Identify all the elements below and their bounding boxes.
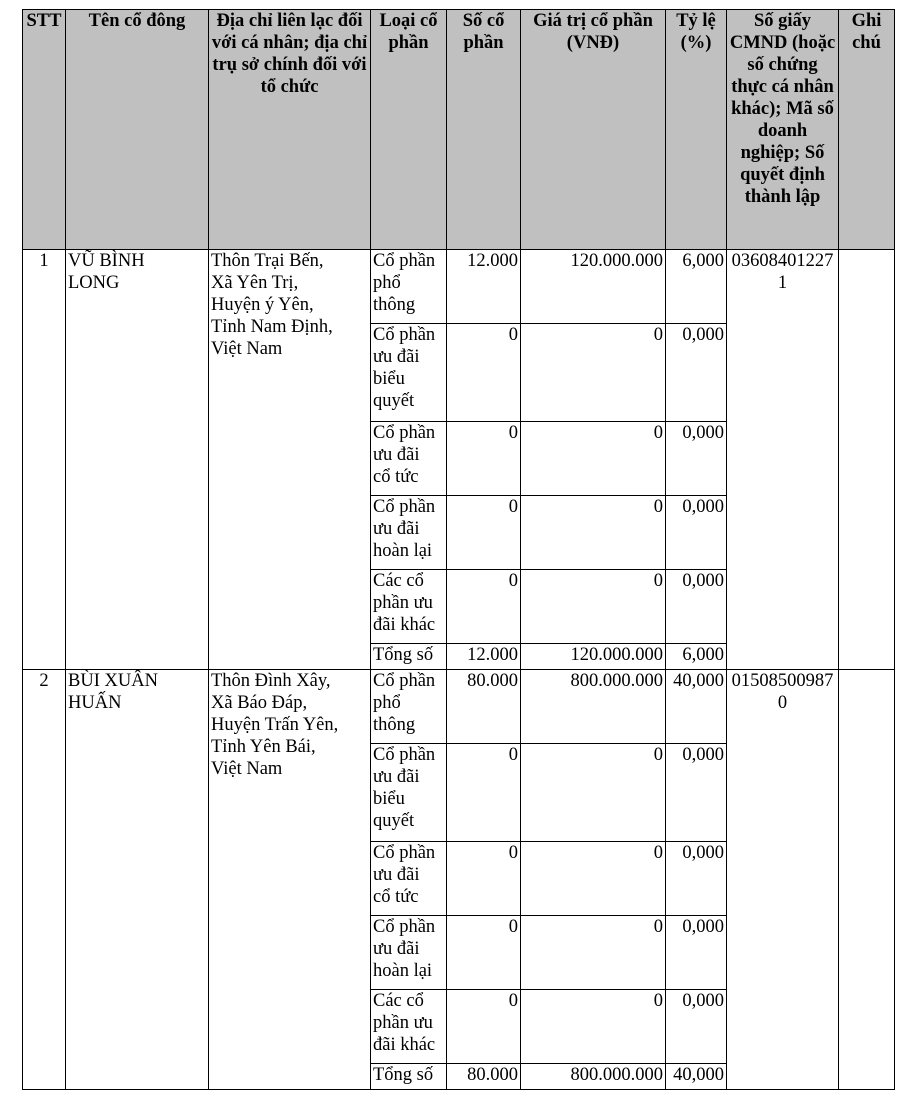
share-value-cell: 120.000.000 bbox=[521, 250, 666, 324]
ratio-cell: 0,000 bbox=[666, 324, 727, 422]
share-count-cell: 0 bbox=[447, 570, 521, 644]
share-type-cell: Cổ phần phổ thông bbox=[371, 670, 447, 744]
shareholder-name: BÙI XUÂN HUẤN bbox=[66, 670, 209, 1090]
header-row bbox=[23, 10, 895, 250]
shareholder-name: VŨ BÌNH LONG bbox=[66, 250, 209, 670]
ratio-cell: 0,000 bbox=[666, 570, 727, 644]
id-number-cell: 036084012271 bbox=[727, 250, 839, 670]
share-type-cell: Các cổ phần ưu đãi khác bbox=[371, 990, 447, 1064]
share-count-cell: 0 bbox=[447, 842, 521, 916]
table-body bbox=[23, 250, 895, 1090]
share-type-cell: Cổ phần ưu đãi biểu quyết bbox=[371, 744, 447, 842]
share-count-cell: 80.000 bbox=[447, 670, 521, 744]
share-type-cell: Cổ phần phổ thông bbox=[371, 250, 447, 324]
share-count-cell: 0 bbox=[447, 916, 521, 990]
ratio-cell: 0,000 bbox=[666, 990, 727, 1064]
share-value-cell: 0 bbox=[521, 496, 666, 570]
share-count-cell: 80.000 bbox=[447, 1064, 521, 1090]
share-type-cell: Tổng số bbox=[371, 1064, 447, 1090]
share-value-cell: 0 bbox=[521, 990, 666, 1064]
id-number-cell: 015085009870 bbox=[727, 670, 839, 1090]
ratio-cell: 40,000 bbox=[666, 1064, 727, 1090]
header-address: Địa chỉ liên lạc đối với cá nhân; địa chỉ trụ sở chính đối với tổ chức bbox=[209, 10, 371, 250]
share-value-cell: 120.000.000 bbox=[521, 644, 666, 670]
document-page bbox=[22, 9, 895, 1090]
note-cell bbox=[839, 250, 895, 670]
ratio-cell: 6,000 bbox=[666, 250, 727, 324]
share-type-cell: Cổ phần ưu đãi hoàn lại bbox=[371, 916, 447, 990]
header-share-type: Loại cổ phần bbox=[371, 10, 447, 250]
table-row bbox=[23, 250, 895, 324]
header-share-count: Số cổ phần bbox=[447, 10, 521, 250]
shareholder-address: Thôn Đình Xây, Xã Báo Đáp, Huyện Trấn Yên, Tỉnh Yên Bái, Việt Nam bbox=[209, 670, 371, 1090]
share-type-cell: Cổ phần ưu đãi cổ tức bbox=[371, 422, 447, 496]
ratio-cell: 6,000 bbox=[666, 644, 727, 670]
header-id-number: Số giấy CMND (hoặc số chứng thực cá nhân khác); Mã số doanh nghiệp; Số quyết định thành lập bbox=[727, 10, 839, 250]
ratio-cell: 0,000 bbox=[666, 744, 727, 842]
share-count-cell: 0 bbox=[447, 990, 521, 1064]
header-share-value: Giá trị cổ phần (VNĐ) bbox=[521, 10, 666, 250]
share-type-cell: Cổ phần ưu đãi biểu quyết bbox=[371, 324, 447, 422]
share-count-cell: 12.000 bbox=[447, 644, 521, 670]
share-value-cell: 0 bbox=[521, 570, 666, 644]
ratio-cell: 0,000 bbox=[666, 422, 727, 496]
share-value-cell: 800.000.000 bbox=[521, 1064, 666, 1090]
ratio-cell: 0,000 bbox=[666, 842, 727, 916]
share-value-cell: 0 bbox=[521, 324, 666, 422]
share-type-cell: Tổng số bbox=[371, 644, 447, 670]
ratio-cell: 0,000 bbox=[666, 916, 727, 990]
share-type-cell: Cổ phần ưu đãi hoàn lại bbox=[371, 496, 447, 570]
share-count-cell: 0 bbox=[447, 496, 521, 570]
header-stt: STT bbox=[23, 10, 66, 250]
share-count-cell: 0 bbox=[447, 422, 521, 496]
ratio-cell: 40,000 bbox=[666, 670, 727, 744]
share-type-cell: Cổ phần ưu đãi cổ tức bbox=[371, 842, 447, 916]
share-value-cell: 800.000.000 bbox=[521, 670, 666, 744]
stt-cell: 1 bbox=[23, 250, 66, 670]
table-row bbox=[23, 670, 895, 744]
share-value-cell: 0 bbox=[521, 842, 666, 916]
share-value-cell: 0 bbox=[521, 744, 666, 842]
stt-cell: 2 bbox=[23, 670, 66, 1090]
share-count-cell: 0 bbox=[447, 324, 521, 422]
share-value-cell: 0 bbox=[521, 422, 666, 496]
share-count-cell: 12.000 bbox=[447, 250, 521, 324]
header-ratio: Tỷ lệ (%) bbox=[666, 10, 727, 250]
note-cell bbox=[839, 670, 895, 1090]
header-note: Ghi chú bbox=[839, 10, 895, 250]
share-value-cell: 0 bbox=[521, 916, 666, 990]
shareholder-table bbox=[22, 9, 895, 1090]
ratio-cell: 0,000 bbox=[666, 496, 727, 570]
share-type-cell: Các cổ phần ưu đãi khác bbox=[371, 570, 447, 644]
shareholder-address: Thôn Trại Bến, Xã Yên Trị, Huyện ý Yên, Tỉnh Nam Định, Việt Nam bbox=[209, 250, 371, 670]
share-count-cell: 0 bbox=[447, 744, 521, 842]
header-name: Tên cổ đông bbox=[66, 10, 209, 250]
